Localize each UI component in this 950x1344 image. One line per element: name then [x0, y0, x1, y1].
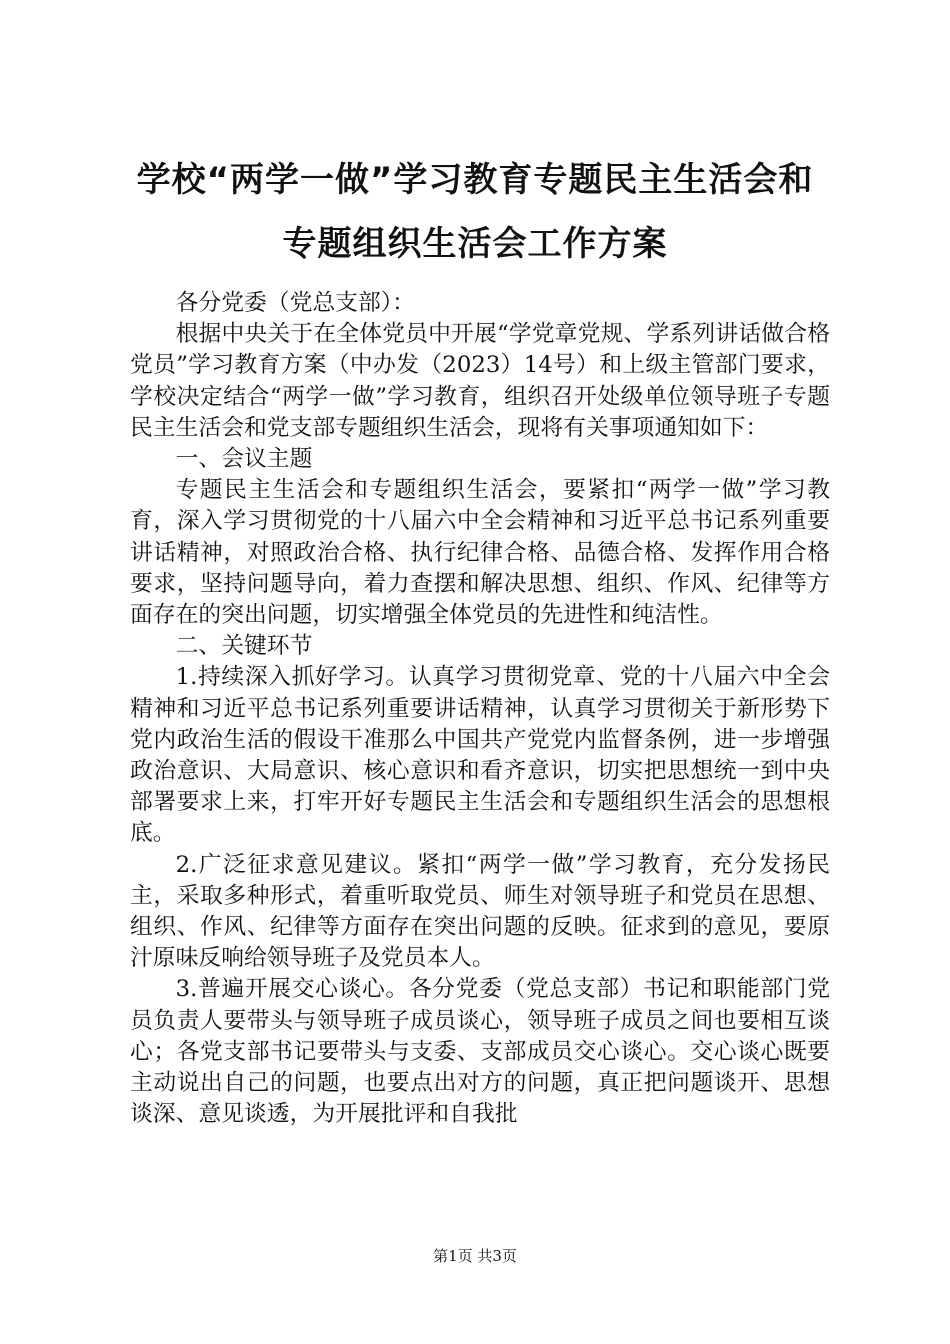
meeting-theme-paragraph: 专题民主生活会和专题组织生活会，要紧扣“两学一做”学习教育，深入学习贯彻党的十八届六中全会精神和习近平总书记系列重要讲话精神，对照政治合格、执行纪律合格、品德合格、发挥作用合格要求，坚持问题导向，着力查摆和解决思想、组织、作风、纪律等方面存在的突出问题，切实增强全体党员的先进性和纯洁性。 [130, 477, 830, 629]
page-footer: 第1页 共3页 [433, 1247, 517, 1265]
document-title-line-1: 学校“两学一做”学习教育专题民主生活会和 [136, 160, 814, 200]
document-title-line-2: 专题组织生活会工作方案 [282, 224, 668, 264]
document-body [130, 288, 830, 1130]
section-heading-meeting-theme: 一、会议主题 [175, 446, 313, 473]
intro-paragraph: 根据中央关于在全体党员中开展“学党章党规、学系列讲话做合格党员”学习教育方案（中办发（2023）14号）和上级主管部门要求，学校决定结合“两学一做”学习教育，组织召开处级单位领导班子专题民主生活会和党支部专题组织生活会，现将有关事项通知如下： [130, 321, 830, 441]
key-step-1-paragraph: 1.持续深入抓好学习。认真学习贯彻党章、党的十八届六中全会精神和习近平总书记系列重要讲话精神，认真学习贯彻关于新形势下党内政治生活的假设干准那么中国共产党党内监督条例，进一步增强政治意识、大局意识、核心意识和看齐意识，切实把思想统一到中央部署要求上来，打牢开好专题民主生活会和专题组织生活会的思想根底。 [130, 664, 830, 847]
section-heading-key-steps: 二、关键环节 [175, 633, 313, 660]
key-step-2-paragraph: 2.广泛征求意见建议。紧扣“两学一做”学习教育，充分发扬民主，采取多种形式，着重听取党员、师生对领导班子和党员在思想、组织、作风、纪律等方面存在突出问题的反映。征求到的意见，要原汁原味反响给领导班子及党员本人。 [130, 851, 830, 972]
salutation-paragraph: 各分党委（党总支部）： [175, 290, 415, 316]
key-step-3-paragraph: 3.普遍开展交心谈心。各分党委（党总支部）书记和职能部门党员负责人要带头与领导班子成员谈心，领导班子成员之间也要相互谈心；各党支部书记要带头与支委、支部成员交心谈心。交心谈心既要主动说出自己的问题，也要点出对方的问题，真正把问题谈开、思想谈深、意见谈透，为开展批评和自我批 [130, 976, 830, 1128]
